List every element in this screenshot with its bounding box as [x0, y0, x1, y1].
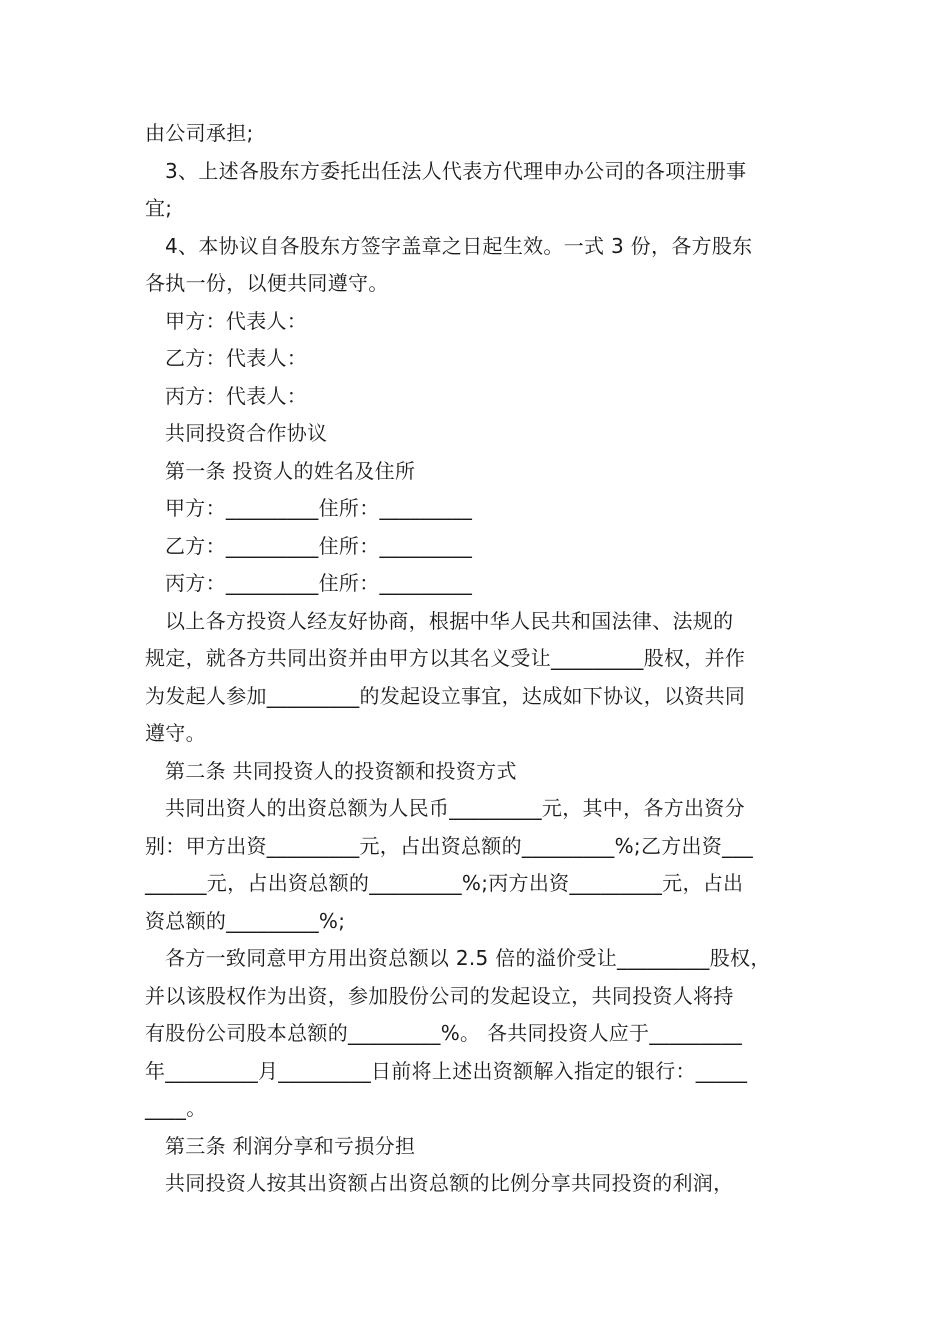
text-line: 4、本协议自各股东方签字盖章之日起生效。一式 3 份，各方股东	[165, 233, 753, 258]
party-c-field: 丙方：_________住所：_________	[165, 571, 473, 595]
text-line: 资总额的_________%;	[145, 908, 346, 933]
document-body	[145, 115, 810, 1203]
signature-line-party-b: 乙方：代表人：	[165, 346, 308, 370]
signature-line-party-c: 丙方：代表人：	[165, 383, 308, 408]
signature-line-party-a: 甲方：代表人：	[165, 308, 308, 333]
text-line: 共同出资人的出资总额为人民币_________元，其中，各方出资分	[165, 796, 745, 820]
text-line: 年_________月_________日前将上述出资额解入指定的银行：_____	[145, 1058, 748, 1083]
text-line: 各方一致同意甲方用出资总额以 2.5 倍的溢价受让_________股权，	[165, 946, 771, 970]
party-a-field: 甲方：_________住所：_________	[165, 496, 473, 520]
text-line: 别：甲方出资_________元，占出资总额的_________%;乙方出资___	[145, 833, 754, 858]
text-line: 3、上述各股东方委托出任法人代表方代理申办公司的各项注册事	[165, 158, 747, 183]
text-line: 遵守。	[145, 721, 206, 745]
text-line: 宜;	[145, 196, 173, 220]
text-line: ____。	[145, 1096, 207, 1120]
party-b-field: 乙方：_________住所：_________	[165, 533, 473, 558]
article-heading: 第三条 利润分享和亏损分担	[165, 1133, 416, 1158]
agreement-title: 共同投资合作协议	[165, 421, 328, 445]
text-line: 以上各方投资人经友好协商，根据中华人民共和国法律、法规的	[165, 608, 734, 633]
text-line: 各执一份，以便共同遵守。	[145, 271, 389, 295]
text-line: 共同投资人按其出资额占出资总额的比例分享共同投资的利润，	[165, 1171, 734, 1195]
text-line: ______元，占出资总额的_________%;丙方出资_________元，占出	[145, 871, 744, 895]
text-line: 为发起人参加_________的发起设立事宜，达成如下协议，以资共同	[145, 683, 746, 708]
text-line: 由公司承担;	[145, 121, 254, 145]
text-line: 并以该股权作为出资，参加股份公司的发起设立，共同投资人将持	[145, 983, 734, 1008]
text-line: 有股份公司股本总额的_________%。 各共同投资人应于_________	[145, 1021, 743, 1045]
article-heading: 第一条 投资人的姓名及住所	[165, 458, 416, 483]
article-heading: 第二条 共同投资人的投资额和投资方式	[165, 758, 517, 783]
text-line: 规定，就各方共同出资并由甲方以其名义受让_________股权，并作	[145, 646, 746, 670]
